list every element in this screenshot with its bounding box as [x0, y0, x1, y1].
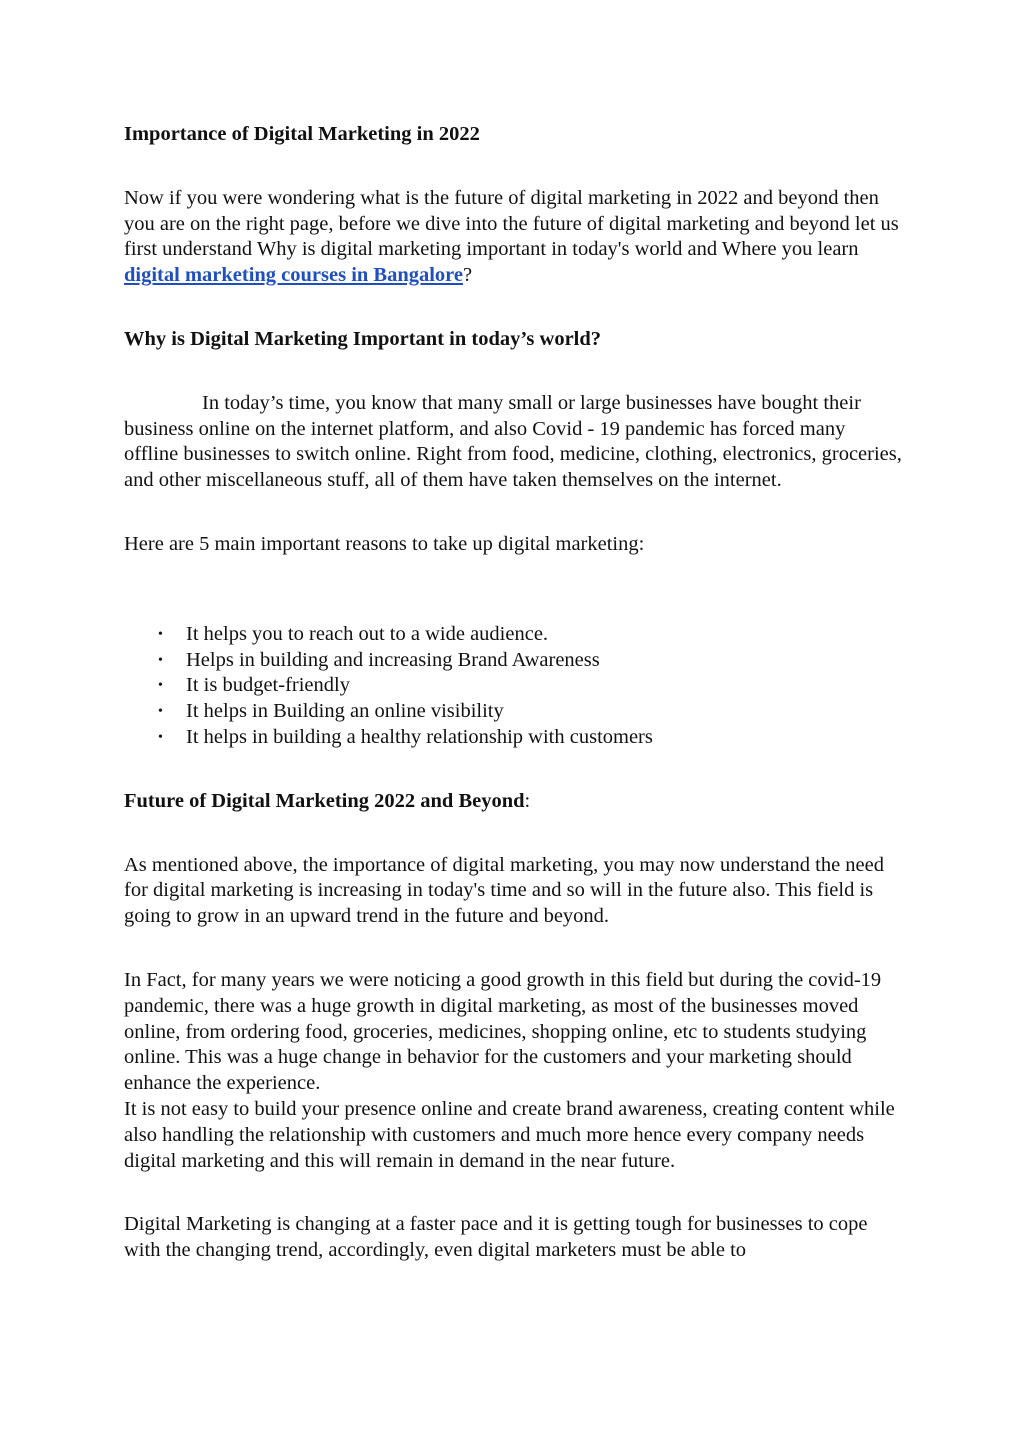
heading-importance: Importance of Digital Marketing in 2022 [124, 123, 480, 145]
list-item [124, 673, 904, 699]
spacer [124, 751, 904, 789]
bullet-icon: • [158, 729, 163, 745]
paragraph-todays-time: In today’s time, you know that many small or large businesses have bought their business online on the internet platform, and also Covid - 19 pandemic has forced many offline businesses to switch online. Right from food, medicine, clothing, electronics, groceries, and other miscellaneous stuff, all of them have taken themselves on the internet. [124, 391, 902, 492]
intro-text: Now if you were wondering what is the future of digital marketing in 2022 and beyond then you are on the right page, before we dive into the future of digital marketing and beyond let us first understand Why is digital marketing important in today's world and Where you learn [124, 186, 899, 261]
list-item-text: It helps in building a healthy relationship with customers [186, 725, 653, 748]
paragraph-faster-pace: Digital Marketing is changing at a faster pace and it is getting tough for businesses to cope with the changing trend, accordingly, even digital marketers must be able to [124, 1213, 868, 1262]
list-item [124, 699, 904, 725]
paragraph-in-fact: In Fact, for many years we were noticing a good growth in this field but during the covid-19 pandemic, there was a huge growth in digital marketing, as most of the businesses moved online, from ordering food, groceries, medicines, shopping online, etc to students studying online. This was a huge change in behavior for the customers and your marketing should enhance the experience. [124, 968, 882, 1095]
paragraph-as-mentioned: As mentioned above, the importance of digital marketing, you may now understand the need for digital marketing is increasing in today's time and so will in the future also. This field is going to grow in an upward trend in the future and beyond. [124, 853, 885, 928]
bullet-icon: • [158, 704, 163, 720]
bullet-icon: • [158, 652, 163, 668]
list-item-text: It helps in Building an online visibility [186, 700, 504, 723]
intro-paragraph [124, 186, 904, 289]
list-item [124, 622, 904, 648]
bullet-icon: • [158, 678, 163, 694]
list-item-text: It is budget-friendly [186, 674, 350, 697]
reasons-list [124, 622, 904, 751]
list-item-text: It helps you to reach out to a wide audience. [186, 622, 549, 645]
heading-future-line [124, 789, 904, 815]
bullet-icon: • [158, 626, 163, 642]
spacer [124, 815, 904, 853]
heading-future: Future of Digital Marketing 2022 and Beyond [124, 789, 525, 812]
spacer [124, 930, 904, 968]
list-item [124, 648, 904, 674]
spacer [124, 558, 904, 622]
spacer [124, 1174, 904, 1212]
intro-after-link: ? [463, 264, 473, 287]
heading-why-important: Why is Digital Marketing Important in today’s world? [124, 327, 602, 350]
spacer [124, 148, 904, 186]
list-item [124, 725, 904, 751]
courses-link[interactable]: digital marketing courses in Bangalore [124, 264, 464, 287]
document-page [124, 122, 904, 1264]
spacer [124, 289, 904, 327]
spacer [124, 494, 904, 532]
spacer [124, 353, 904, 391]
reasons-intro: Here are 5 main important reasons to take up digital marketing: [124, 532, 645, 555]
paragraph-not-easy: It is not easy to build your presence online and create brand awareness, creating content while also handling the relationship with customers and much more hence every company needs digital marketing and this will remain in demand in the near future. [124, 1097, 895, 1172]
heading-future-colon: : [524, 789, 531, 812]
list-item-text: Helps in building and increasing Brand Awareness [186, 648, 600, 671]
